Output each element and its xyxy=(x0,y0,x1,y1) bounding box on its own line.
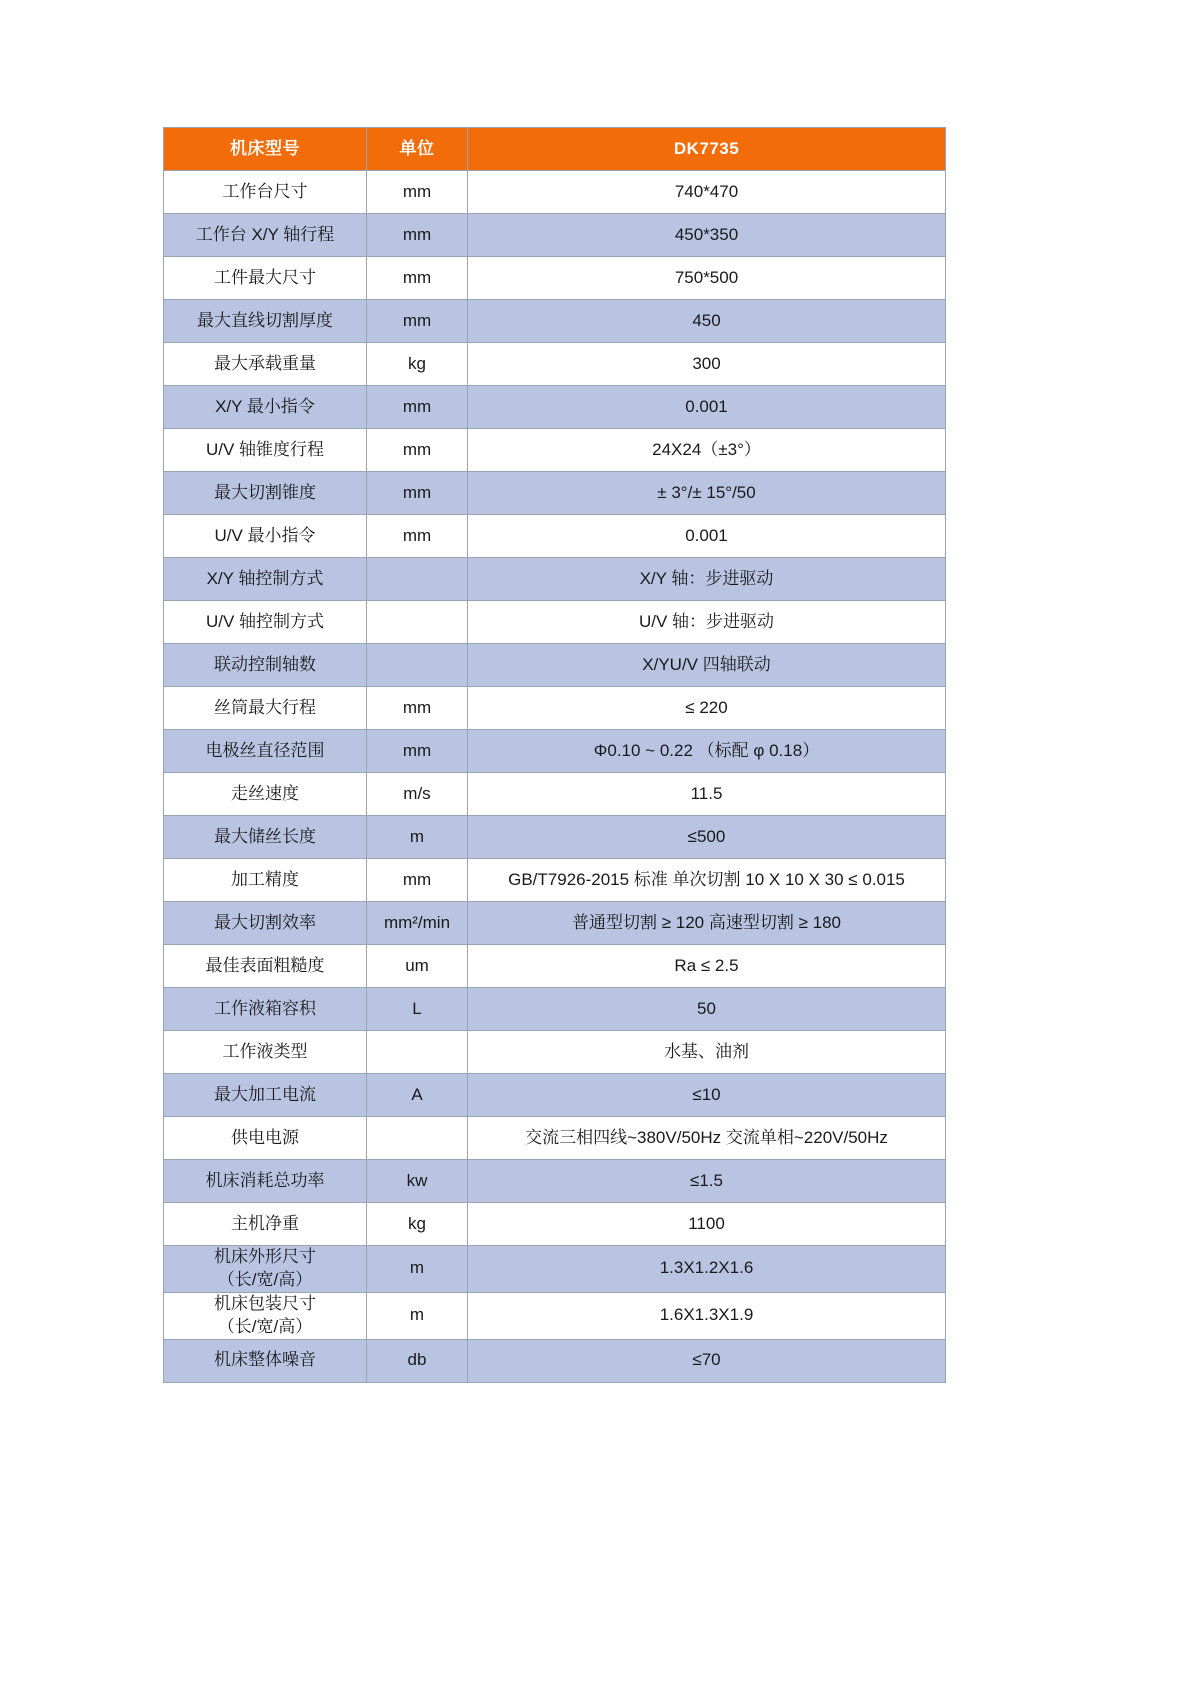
spec-name-cell: 联动控制轴数 xyxy=(164,644,367,687)
spec-value-cell: 11.5 xyxy=(468,773,946,816)
table-row xyxy=(164,214,946,257)
table-row xyxy=(164,902,946,945)
spec-value-cell: 0.001 xyxy=(468,515,946,558)
header-model-name: 机床型号 xyxy=(164,128,367,171)
table-row xyxy=(164,1246,946,1293)
spec-name-cell xyxy=(164,1246,367,1293)
spec-unit-cell: L xyxy=(367,988,468,1031)
spec-table-container xyxy=(163,127,945,1383)
table-row xyxy=(164,300,946,343)
spec-unit-cell: m xyxy=(367,1246,468,1293)
spec-unit-cell: mm xyxy=(367,429,468,472)
table-row xyxy=(164,515,946,558)
spec-value-cell: 水基、油剂 xyxy=(468,1031,946,1074)
spec-name-cell: 工作液箱容积 xyxy=(164,988,367,1031)
spec-value-cell: 450*350 xyxy=(468,214,946,257)
table-header xyxy=(164,128,946,171)
table-row xyxy=(164,472,946,515)
table-row xyxy=(164,386,946,429)
table-row xyxy=(164,945,946,988)
spec-value-cell: ≤500 xyxy=(468,816,946,859)
spec-value-cell: 0.001 xyxy=(468,386,946,429)
spec-value-cell: Φ0.10 ~ 0.22 （标配 φ 0.18） xyxy=(468,730,946,773)
spec-name-cell: 最大承载重量 xyxy=(164,343,367,386)
spec-unit-cell: um xyxy=(367,945,468,988)
spec-unit-cell xyxy=(367,558,468,601)
spec-value-cell: 1.6X1.3X1.9 xyxy=(468,1292,946,1339)
spec-name-cell: 最大加工电流 xyxy=(164,1074,367,1117)
spec-unit-cell: mm xyxy=(367,687,468,730)
table-row xyxy=(164,343,946,386)
spec-value-cell: 740*470 xyxy=(468,171,946,214)
spec-name-cell: 加工精度 xyxy=(164,859,367,902)
table-row xyxy=(164,687,946,730)
spec-name-cell: 供电电源 xyxy=(164,1117,367,1160)
table-row xyxy=(164,1117,946,1160)
spec-value-cell: 50 xyxy=(468,988,946,1031)
table-row xyxy=(164,816,946,859)
spec-unit-cell xyxy=(367,1117,468,1160)
table-row xyxy=(164,1292,946,1339)
spec-name-cell: 工作液类型 xyxy=(164,1031,367,1074)
spec-value-cell: Ra ≤ 2.5 xyxy=(468,945,946,988)
spec-name-cell: U/V 轴锥度行程 xyxy=(164,429,367,472)
spec-unit-cell: A xyxy=(367,1074,468,1117)
table-row xyxy=(164,859,946,902)
table-row xyxy=(164,1160,946,1203)
table-row xyxy=(164,1203,946,1246)
spec-unit-cell xyxy=(367,644,468,687)
table-row xyxy=(164,558,946,601)
spec-value-cell: 450 xyxy=(468,300,946,343)
spec-name-cell: 工件最大尺寸 xyxy=(164,257,367,300)
spec-unit-cell: mm xyxy=(367,859,468,902)
spec-value-cell: ≤70 xyxy=(468,1339,946,1382)
spec-name-cell: 最大切割效率 xyxy=(164,902,367,945)
header-unit: 单位 xyxy=(367,128,468,171)
spec-name-cell: 最大直线切割厚度 xyxy=(164,300,367,343)
spec-unit-cell: mm xyxy=(367,257,468,300)
table-row xyxy=(164,730,946,773)
spec-unit-cell: mm xyxy=(367,386,468,429)
spec-name-cell: U/V 最小指令 xyxy=(164,515,367,558)
machine-spec-table xyxy=(163,127,946,1383)
spec-unit-cell: m xyxy=(367,1292,468,1339)
spec-name-cell: 工作台尺寸 xyxy=(164,171,367,214)
table-row xyxy=(164,1339,946,1382)
spec-value-cell: 1100 xyxy=(468,1203,946,1246)
table-row xyxy=(164,988,946,1031)
spec-value-cell: ≤10 xyxy=(468,1074,946,1117)
table-row xyxy=(164,601,946,644)
spec-name-cell xyxy=(164,1292,367,1339)
spec-unit-cell: m xyxy=(367,816,468,859)
spec-value-cell: 交流三相四线~380V/50Hz 交流单相~220V/50Hz xyxy=(468,1117,946,1160)
spec-unit-cell: mm²/min xyxy=(367,902,468,945)
spec-unit-cell: mm xyxy=(367,214,468,257)
spec-name-line-2: （长/宽/高） xyxy=(217,1316,313,1336)
table-row xyxy=(164,257,946,300)
spec-value-cell: GB/T7926-2015 标准 单次切割 10 X 10 X 30 ≤ 0.015 xyxy=(468,859,946,902)
spec-unit-cell: mm xyxy=(367,515,468,558)
spec-value-cell: X/Y 轴：步进驱动 xyxy=(468,558,946,601)
spec-value-cell: 24X24（±3°） xyxy=(468,429,946,472)
spec-unit-cell: kg xyxy=(367,343,468,386)
spec-unit-cell: mm xyxy=(367,472,468,515)
table-row xyxy=(164,171,946,214)
spec-unit-cell: mm xyxy=(367,730,468,773)
spec-name-line-1: 机床包装尺寸 xyxy=(214,1293,316,1313)
spec-value-cell: ± 3°/± 15°/50 xyxy=(468,472,946,515)
spec-unit-cell xyxy=(367,601,468,644)
spec-name-cell: 丝筒最大行程 xyxy=(164,687,367,730)
spec-value-cell: ≤1.5 xyxy=(468,1160,946,1203)
spec-name-cell: 机床整体噪音 xyxy=(164,1339,367,1382)
spec-unit-cell xyxy=(367,1031,468,1074)
spec-name-cell: 电极丝直径范围 xyxy=(164,730,367,773)
spec-value-cell: 1.3X1.2X1.6 xyxy=(468,1246,946,1293)
table-row xyxy=(164,644,946,687)
table-row xyxy=(164,429,946,472)
spec-unit-cell: mm xyxy=(367,300,468,343)
spec-name-line-1: 机床外形尺寸 xyxy=(214,1247,316,1266)
spec-name-cell: 走丝速度 xyxy=(164,773,367,816)
spec-unit-cell: mm xyxy=(367,171,468,214)
spec-unit-cell: kw xyxy=(367,1160,468,1203)
spec-value-cell: 300 xyxy=(468,343,946,386)
spec-value-cell: ≤ 220 xyxy=(468,687,946,730)
spec-name-cell: 最佳表面粗糙度 xyxy=(164,945,367,988)
table-row xyxy=(164,773,946,816)
spec-value-cell: 普通型切割 ≥ 120 高速型切割 ≥ 180 xyxy=(468,902,946,945)
spec-name-cell: 最大切割锥度 xyxy=(164,472,367,515)
spec-unit-cell: kg xyxy=(367,1203,468,1246)
spec-unit-cell: m/s xyxy=(367,773,468,816)
spec-unit-cell: db xyxy=(367,1339,468,1382)
spec-name-cell: 主机净重 xyxy=(164,1203,367,1246)
table-row xyxy=(164,1031,946,1074)
spec-value-cell: 750*500 xyxy=(468,257,946,300)
spec-value-cell: U/V 轴：步进驱动 xyxy=(468,601,946,644)
spec-name-cell: 最大储丝长度 xyxy=(164,816,367,859)
spec-name-cell: X/Y 轴控制方式 xyxy=(164,558,367,601)
spec-name-cell: X/Y 最小指令 xyxy=(164,386,367,429)
header-model-value: DK7735 xyxy=(468,128,946,171)
table-header-row xyxy=(164,128,946,171)
table-row xyxy=(164,1074,946,1117)
table-body xyxy=(164,171,946,1383)
spec-name-cell: 机床消耗总功率 xyxy=(164,1160,367,1203)
spec-name-cell: 工作台 X/Y 轴行程 xyxy=(164,214,367,257)
spec-name-line-2: （长/宽/高） xyxy=(217,1269,313,1289)
spec-value-cell: X/YU/V 四轴联动 xyxy=(468,644,946,687)
spec-name-cell: U/V 轴控制方式 xyxy=(164,601,367,644)
